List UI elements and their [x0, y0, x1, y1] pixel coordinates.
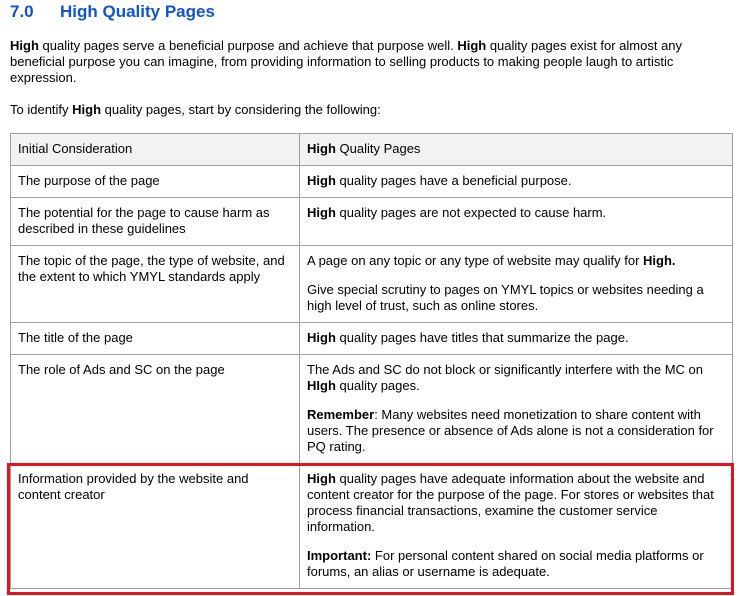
cell-text: : Many websites need monetization to share content with users. The presence or absence of Ads alone is not a consideration for PQ rating. — [307, 407, 714, 454]
intro-text: quality pages serve a beneficial purpose and achieve that purpose well. — [38, 38, 458, 53]
section-heading — [10, 2, 215, 22]
quality-table — [10, 133, 733, 589]
instruction-text: To identify — [10, 102, 73, 117]
cell-text: quality pages have a beneficial purpose. — [335, 173, 572, 188]
quality-cell — [300, 323, 733, 355]
bold-term: High — [10, 38, 39, 53]
bold-term: High — [307, 173, 336, 188]
instruction-paragraph — [10, 102, 732, 118]
quality-cell — [300, 198, 733, 246]
table-row — [11, 198, 733, 246]
section-number: 7.0 — [10, 2, 34, 21]
consideration-cell: The title of the page — [11, 323, 300, 355]
bold-term: High — [72, 102, 102, 117]
header-consideration: Initial Consideration — [11, 134, 300, 166]
bold-term: High — [457, 38, 487, 53]
bold-term: High — [307, 141, 336, 156]
cell-text: quality pages are not expected to cause harm. — [335, 205, 607, 220]
bold-term: High — [307, 471, 336, 486]
section-title: High Quality Pages — [60, 2, 215, 21]
cell-text: quality pages have adequate information about the website and content creator for the purpose of the page. For stores or websites that process financial transactions, examine the customer service information. — [307, 471, 714, 534]
bold-term: Remember — [307, 407, 375, 422]
bold-term: High — [307, 330, 336, 345]
table-row — [11, 246, 733, 323]
cell-text: The Ads and SC do not block or significantly interfere with the MC on — [307, 362, 703, 377]
cell-text: quality pages have titles that summarize the page. — [335, 330, 629, 345]
quality-cell — [300, 355, 733, 464]
quality-cell — [300, 246, 733, 323]
table-row — [11, 355, 733, 464]
cell-paragraph — [307, 548, 725, 580]
consideration-cell: The topic of the page, the type of website, and the extent to which YMYL standards apply — [11, 246, 300, 323]
table-header-row — [11, 134, 733, 166]
table-row — [11, 323, 733, 355]
table-row — [11, 166, 733, 198]
quality-cell — [300, 464, 733, 589]
bold-term: High — [307, 205, 336, 220]
intro-text: quality pages exist for almost any beneficial purpose you can imagine, from providing information to selling products to making people laugh to artistic expression. — [10, 38, 683, 85]
consideration-cell: The potential for the page to cause harm as described in these guidelines — [11, 198, 300, 246]
bold-term: Important: — [307, 548, 372, 563]
consideration-cell: The role of Ads and SC on the page — [11, 355, 300, 464]
instruction-text: quality pages, start by considering the following: — [101, 102, 381, 117]
cell-paragraph — [307, 253, 725, 269]
cell-text: A page on any topic or any type of website may qualify for — [307, 253, 644, 268]
consideration-cell: The purpose of the page — [11, 166, 300, 198]
cell-paragraph: Give special scrutiny to pages on YMYL topics or websites needing a high level of trust, such as online stores. — [307, 282, 704, 313]
consideration-cell: Information provided by the website and content creator — [11, 464, 300, 589]
header-quality — [300, 134, 733, 166]
cell-paragraph — [307, 362, 725, 394]
header-text: Quality Pages — [335, 141, 421, 156]
quality-cell — [300, 166, 733, 198]
bold-term: HIgh — [307, 378, 336, 393]
cell-paragraph — [307, 471, 725, 535]
cell-paragraph — [307, 407, 725, 455]
bold-term: High. — [643, 253, 676, 268]
intro-paragraph — [10, 38, 732, 86]
table-row — [11, 464, 733, 589]
cell-text: For personal content shared on social media platforms or forums, an alias or username is adequate. — [307, 548, 704, 579]
cell-text: quality pages. — [335, 378, 420, 393]
